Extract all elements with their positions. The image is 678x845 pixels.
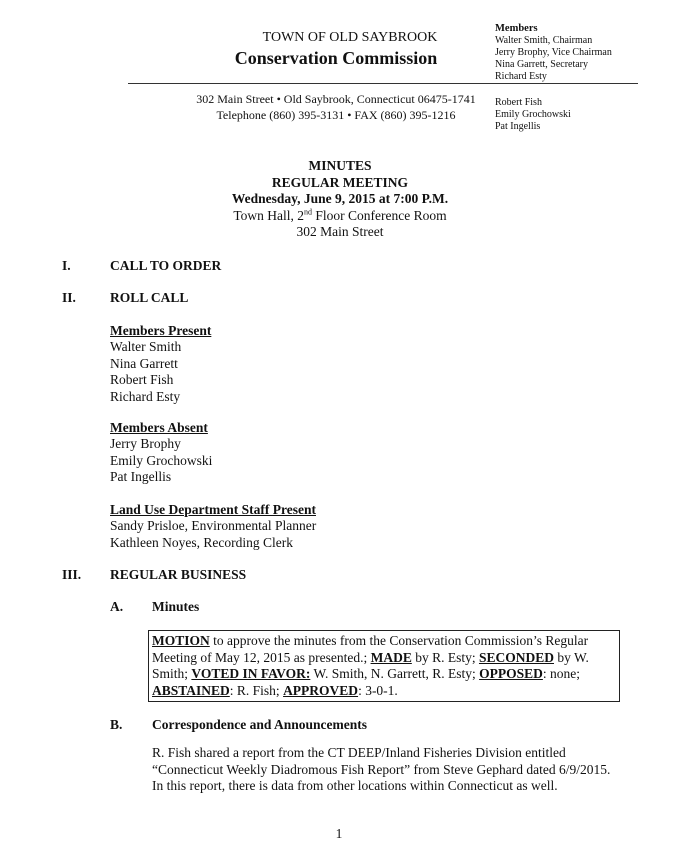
page-number: 1 [335,826,343,841]
list-item: Jerry Brophy [110,436,181,452]
correspondence-paragraph: R. Fish shared a report from the CT DEEP/Inland Fisheries Division entitled “Connecticut Weekly Diadromous Fish Report” from Steve Gephard dated 6/9/2015. In this report, there is data from other locations within Connecticut as well. [152,745,611,793]
list-item: Walter Smith [110,339,182,355]
subsection-heading: Land Use Department Staff Present [110,502,316,517]
address-line: 302 Main Street • Old Saybrook, Connecticut 06475-1741 [196,92,476,106]
subsection-title: Correspondence and Announcements [152,717,368,732]
list-item: Nina Garrett [110,355,178,371]
motion-box: MOTION to approve the minutes from the Conservation Commission’s Regular Meeting of May 12, 2015 as presented.; MADE by R. Esty; SECONDED by W. Smith; VOTED IN FAVOR: W. Smith, N. Garrett, R. Esty; OPPOSED: none; ABSTAINED: R. Fish; APPROVED: 3-0-1. [148,630,620,702]
list-item: Sandy Prisloe, Environmental Planner [110,518,317,534]
staff-present [110,502,316,551]
list-item: Robert Fish [110,372,174,388]
member-item: Richard Esty [495,71,547,82]
member-item: Nina Garrett, Secretary [495,59,589,70]
meeting-header [140,158,540,241]
commission-name: Conservation Commission [234,48,438,68]
subsection-heading: Members Present [110,323,212,338]
subsection-heading: Members Absent [110,420,208,435]
subsection-title: Minutes [152,599,200,614]
members-list-top [495,23,612,83]
member-item: Walter Smith, Chairman [495,35,593,46]
section-number: I. [62,258,71,273]
phone-line: Telephone (860) 395-3131 • FAX (860) 395-1216 [216,108,456,122]
section-title: CALL TO ORDER [110,258,222,273]
member-item: Emily Grochowski [495,109,571,120]
members-title: Members [495,23,538,34]
meeting-date: Wednesday, June 9, 2015 at 7:00 P.M. [231,191,449,206]
subsection-letter: A. [110,599,124,614]
section-title: ROLL CALL [110,290,189,305]
section-number: II. [62,290,76,305]
list-item: Kathleen Noyes, Recording Clerk [110,534,293,550]
list-item: Emily Grochowski [110,452,213,468]
meeting-type: REGULAR MEETING [271,174,409,190]
list-item: Richard Esty [110,388,181,404]
section-number: III. [62,567,82,582]
members-present [110,323,211,405]
meeting-street: 302 Main Street [296,224,384,239]
meeting-location: Town Hall, 2nd Floor Conference Room [233,207,447,223]
header-rule [128,83,638,84]
subsection-letter: B. [110,717,123,732]
member-item: Robert Fish [495,97,542,108]
town-name: TOWN OF OLD SAYBROOK [262,30,438,45]
member-item: Pat Ingellis [495,121,541,132]
section-title: REGULAR BUSINESS [110,567,247,582]
list-item: Pat Ingellis [110,469,172,485]
minutes-title: MINUTES [308,158,372,173]
address-block [150,91,522,123]
members-absent [110,420,212,486]
member-item: Jerry Brophy, Vice Chairman [495,47,612,58]
